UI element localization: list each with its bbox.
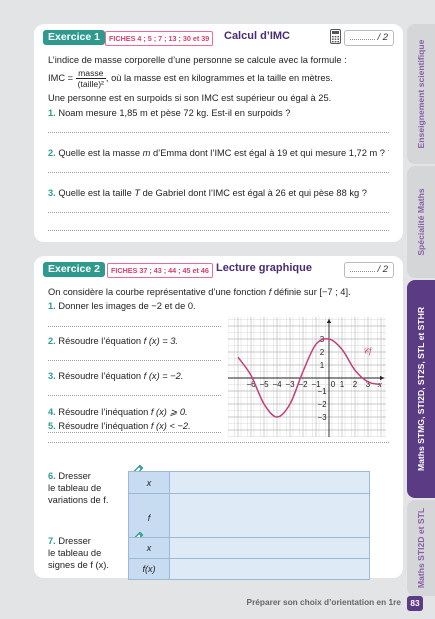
question-2: 2. Quelle est la masse m d’Emma dont l’IMC est égal à 19 et qui mesure 1,72 m ? bbox=[48, 148, 385, 158]
y-tick-label: 1 bbox=[319, 361, 325, 370]
formula-line bbox=[48, 66, 333, 90]
calculator-icon bbox=[330, 29, 341, 44]
exercise-1-card bbox=[34, 24, 403, 242]
table-row-label: x bbox=[129, 472, 170, 494]
intro-text: Une personne est en surpoids si son IMC est supérieur ou égal à 25. bbox=[48, 93, 332, 103]
exercise-badge: Exercice 2 bbox=[43, 262, 105, 277]
sign-table[interactable] bbox=[128, 537, 370, 580]
x-tick-label: 3 bbox=[365, 380, 371, 389]
answer-line[interactable] bbox=[48, 432, 221, 433]
table-row-label: f(x) bbox=[129, 559, 170, 580]
answer-line[interactable] bbox=[48, 442, 389, 443]
answer-line[interactable] bbox=[48, 230, 389, 231]
x-tick-label: −3 bbox=[285, 380, 295, 389]
x-tick-label: −1 bbox=[311, 380, 321, 389]
exercise-title: Calcul d’IMC bbox=[224, 30, 291, 42]
y-tick-label: −2 bbox=[317, 400, 327, 409]
tab-label: Maths STI2D et STL bbox=[416, 507, 426, 589]
tab-label: Spécialité Maths bbox=[416, 188, 426, 256]
x-axis-label: x bbox=[378, 379, 382, 389]
exercise-badge: Exercice 1 bbox=[43, 30, 105, 45]
question-1: 1. Donner les images de −2 et de 0. bbox=[48, 301, 196, 311]
table-cell[interactable] bbox=[170, 559, 370, 580]
x-tick-label: −6 bbox=[246, 380, 256, 389]
page-number: 83 bbox=[407, 596, 423, 611]
tab-specialite-maths[interactable] bbox=[407, 166, 435, 278]
x-tick-label: 1 bbox=[339, 380, 345, 389]
formula-lhs: IMC = bbox=[48, 73, 74, 83]
table-row-label: f bbox=[129, 494, 170, 543]
table-cell[interactable] bbox=[170, 538, 370, 559]
answer-line[interactable] bbox=[48, 132, 389, 133]
score-box[interactable] bbox=[344, 262, 394, 278]
y-tick-label: −3 bbox=[317, 413, 327, 422]
table-row-label: x bbox=[129, 538, 170, 559]
x-tick-label: 0 bbox=[330, 380, 336, 389]
fiches-reference: FICHES 37 ; 43 ; 44 ; 45 et 46 bbox=[107, 263, 213, 278]
question-2: 2. Résoudre l’équation f (x) = 3. bbox=[48, 336, 179, 346]
question-6: 6. Dresser le tableau de variations de f. bbox=[48, 471, 109, 505]
curve-label: 𝒞f bbox=[362, 345, 372, 356]
intro-text: L’indice de masse corporelle d’une personne se calcule avec la formule : bbox=[48, 55, 347, 65]
score-total: / 2 bbox=[377, 264, 388, 275]
tab-maths-stmg[interactable] bbox=[407, 280, 435, 498]
y-tick-label: 2 bbox=[319, 348, 325, 357]
answer-line[interactable] bbox=[48, 212, 389, 213]
question-3: 3. Quelle est la taille T de Gabriel dont l’IMC est égal à 26 et qui pèse 88 kg ? bbox=[48, 188, 367, 198]
table-cell[interactable] bbox=[170, 494, 370, 543]
answer-line[interactable] bbox=[48, 360, 221, 361]
question-3: 3. Résoudre l’équation f (x) = −2. bbox=[48, 371, 184, 381]
tab-enseignement-scientifique[interactable] bbox=[407, 24, 435, 164]
question-7: 7. Dresser le tableau de signes de f (x). bbox=[48, 536, 109, 570]
fiches-reference: FICHES 4 ; 5 ; 7 ; 13 ; 30 et 39 bbox=[105, 31, 213, 46]
answer-line[interactable] bbox=[48, 326, 221, 327]
score-box[interactable] bbox=[344, 30, 394, 46]
intro-text: On considère la courbe représentative d’une fonction f définie sur [−7 ; 4]. bbox=[48, 287, 351, 297]
answer-line[interactable] bbox=[48, 395, 221, 396]
formula-tail: , où la masse est en kilogrammes et la taille en mètres. bbox=[105, 73, 333, 83]
question-4: 4. Résoudre l’inéquation f (x) ⩾ 0. bbox=[48, 407, 188, 417]
fraction-numerator: masse bbox=[76, 68, 106, 79]
fraction-denominator: (taille)² bbox=[77, 79, 104, 90]
tab-label: Enseignement scientifique bbox=[416, 39, 426, 149]
imc-fraction bbox=[76, 68, 106, 89]
variation-table[interactable] bbox=[128, 471, 370, 543]
exercise-title: Lecture graphique bbox=[216, 262, 312, 274]
answer-line[interactable] bbox=[48, 172, 389, 173]
tab-label: Maths STMG, STI2D, ST2S, STL et STHR bbox=[416, 306, 426, 472]
y-tick-label: 3 bbox=[319, 335, 325, 344]
x-tick-label: −4 bbox=[272, 380, 282, 389]
footer-text: Préparer son choix d’orientation en 1re bbox=[246, 597, 401, 607]
tab-maths-sti2d[interactable] bbox=[407, 500, 435, 596]
y-tick-label: −1 bbox=[317, 387, 327, 396]
x-tick-label: 2 bbox=[352, 380, 358, 389]
x-tick-label: −5 bbox=[259, 380, 269, 389]
score-total: / 2 bbox=[377, 32, 388, 43]
question-5: 5. Résoudre l’inéquation f (x) < −2. bbox=[48, 421, 191, 431]
table-cell[interactable] bbox=[170, 472, 370, 494]
question-1: 1. Noam mesure 1,85 m et pèse 72 kg. Est-il en surpoids ? bbox=[48, 108, 291, 118]
x-tick-label: −2 bbox=[298, 380, 308, 389]
function-graph bbox=[228, 317, 386, 437]
